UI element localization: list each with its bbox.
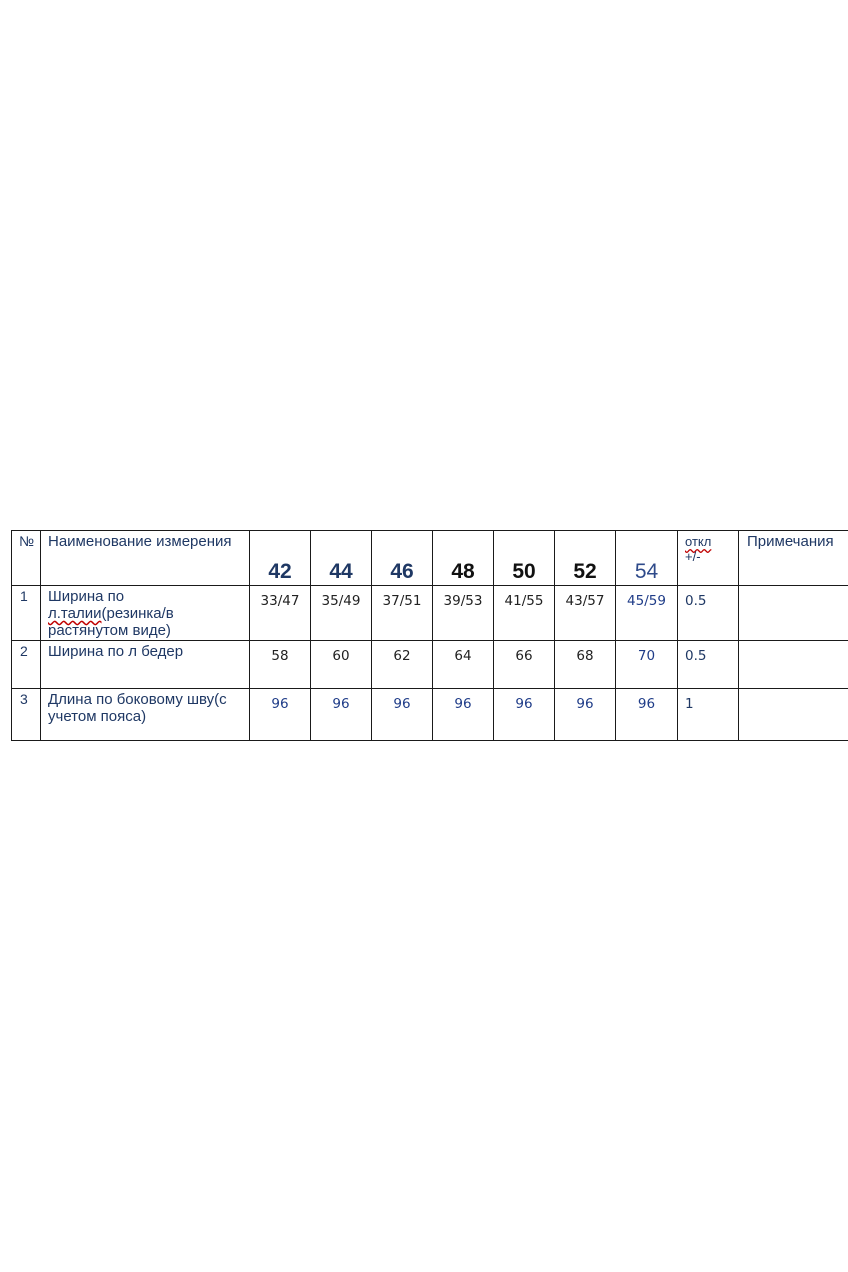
table-row xyxy=(12,689,848,741)
row-number: 1 xyxy=(12,586,41,641)
notes-cell xyxy=(739,586,848,641)
row-measurement-name: Длина по боковому шву(с учетом пояса) xyxy=(41,689,250,741)
table-row xyxy=(12,641,848,689)
header-number: № xyxy=(12,531,41,586)
value-cell: 62 xyxy=(372,641,433,689)
value-cell: 96 xyxy=(433,689,494,741)
value-cell: 96 xyxy=(555,689,616,741)
value-cell: 96 xyxy=(372,689,433,741)
header-size-52: 52 xyxy=(555,531,616,586)
row-name-rest: (резинка/в растянутом виде) xyxy=(48,605,174,639)
row-measurement-name: Ширина по л бедер xyxy=(41,641,250,689)
size-chart-table xyxy=(11,530,848,741)
header-size-54: 54 xyxy=(616,531,678,586)
value-cell: 37/51 xyxy=(372,586,433,641)
row-number: 3 xyxy=(12,689,41,741)
value-cell: 96 xyxy=(250,689,311,741)
value-cell: 70 xyxy=(616,641,678,689)
header-notes: Примечания xyxy=(739,531,848,586)
notes-cell xyxy=(739,689,848,741)
value-cell: 60 xyxy=(311,641,372,689)
row-number: 2 xyxy=(12,641,41,689)
header-measurement-name: Наименование измерения xyxy=(41,531,250,586)
table-row xyxy=(12,586,848,641)
value-cell: 96 xyxy=(311,689,372,741)
value-cell: 45/59 xyxy=(616,586,678,641)
header-tolerance xyxy=(678,531,739,586)
value-cell: 43/57 xyxy=(555,586,616,641)
header-size-44: 44 xyxy=(311,531,372,586)
header-size-46: 46 xyxy=(372,531,433,586)
tolerance-sign: +/- xyxy=(685,549,701,564)
tolerance-cell: 0.5 xyxy=(678,641,739,689)
row-name-prefix: Ширина по xyxy=(48,588,125,605)
header-size-50: 50 xyxy=(494,531,555,586)
value-cell: 35/49 xyxy=(311,586,372,641)
value-cell: 41/55 xyxy=(494,586,555,641)
value-cell: 64 xyxy=(433,641,494,689)
header-size-48: 48 xyxy=(433,531,494,586)
row-measurement-name xyxy=(41,586,250,641)
value-cell: 39/53 xyxy=(433,586,494,641)
value-cell: 66 xyxy=(494,641,555,689)
header-size-42: 42 xyxy=(250,531,311,586)
value-cell: 33/47 xyxy=(250,586,311,641)
tolerance-cell: 1 xyxy=(678,689,739,741)
table-header-row xyxy=(12,531,848,586)
tolerance-label: откл xyxy=(685,534,712,549)
notes-cell xyxy=(739,641,848,689)
value-cell: 96 xyxy=(494,689,555,741)
value-cell: 68 xyxy=(555,641,616,689)
value-cell: 96 xyxy=(616,689,678,741)
row-name-underlined: л.талии xyxy=(48,605,102,622)
tolerance-cell: 0.5 xyxy=(678,586,739,641)
value-cell: 58 xyxy=(250,641,311,689)
